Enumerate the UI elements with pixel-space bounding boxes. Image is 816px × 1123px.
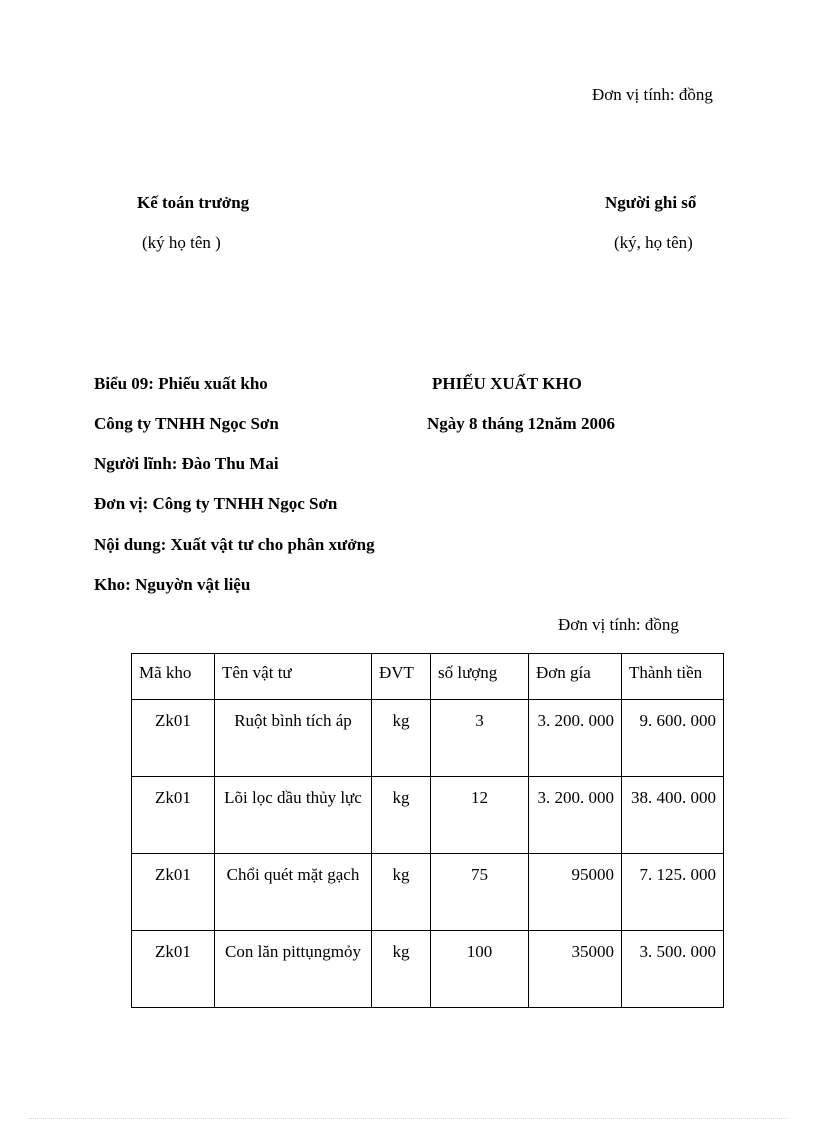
cell-name: Ruột bình tích áp xyxy=(215,700,372,777)
stock-table xyxy=(131,653,724,1008)
table-row xyxy=(132,931,724,1008)
header-price: Đơn gía xyxy=(529,654,622,700)
cell-unit: kg xyxy=(372,854,431,931)
cell-total: 9. 600. 000 xyxy=(622,700,724,777)
cell-qty: 100 xyxy=(431,931,529,1008)
cell-qty: 3 xyxy=(431,700,529,777)
cell-price: 3. 200. 000 xyxy=(529,777,622,854)
cell-qty: 75 xyxy=(431,854,529,931)
cell-name: Lõi lọc dầu thủy lực xyxy=(215,777,372,854)
table-header-row xyxy=(132,654,724,700)
receiver: Người lĩnh: Đào Thu Mai xyxy=(94,454,279,473)
table-row xyxy=(132,700,724,777)
cell-code: Zk01 xyxy=(132,854,215,931)
cell-total: 7. 125. 000 xyxy=(622,854,724,931)
header-qty: số lượng xyxy=(431,654,529,700)
cell-name: Con lăn pittụngmỏy xyxy=(215,931,372,1008)
cell-price: 35000 xyxy=(529,931,622,1008)
cell-qty: 12 xyxy=(431,777,529,854)
unit: Đơn vị: Công ty TNHH Ngọc Sơn xyxy=(94,494,338,513)
cell-code: Zk01 xyxy=(132,777,215,854)
cell-unit: kg xyxy=(372,700,431,777)
page-bottom-divider xyxy=(28,1118,788,1119)
cell-unit: kg xyxy=(372,777,431,854)
cell-price: 3. 200. 000 xyxy=(529,700,622,777)
header-name: Tên vật tư xyxy=(215,654,372,700)
currency-note: Đơn vị tính: đồng xyxy=(558,615,679,634)
chief-accountant-title: Kế toán trưởng xyxy=(137,193,250,212)
cell-total: 3. 500. 000 xyxy=(622,931,724,1008)
bookkeeper-sign-note: (ký, họ tên) xyxy=(614,233,693,252)
cell-price: 95000 xyxy=(529,854,622,931)
cell-unit: kg xyxy=(372,931,431,1008)
header-unit: ĐVT xyxy=(372,654,431,700)
warehouse: Kho: Nguyờn vật liệu xyxy=(94,575,251,594)
company-name: Công ty TNHH Ngọc Sơn xyxy=(94,414,279,433)
form-label: Biểu 09: Phiếu xuất kho xyxy=(94,374,268,393)
cell-name: Chổi quét mặt gạch xyxy=(215,854,372,931)
voucher-date: Ngày 8 tháng 12năm 2006 xyxy=(427,414,615,433)
cell-code: Zk01 xyxy=(132,931,215,1008)
table-row xyxy=(132,777,724,854)
header-code: Mã kho xyxy=(132,654,215,700)
table-row xyxy=(132,854,724,931)
voucher-title: PHIẾU XUẤT KHO xyxy=(432,374,582,393)
header-total: Thành tiền xyxy=(622,654,724,700)
content: Nội dung: Xuất vật tư cho phân xưởng xyxy=(94,535,375,554)
unit-note-top: Đơn vị tính: đồng xyxy=(592,85,713,104)
bookkeeper-title: Người ghi sổ xyxy=(605,193,697,212)
cell-total: 38. 400. 000 xyxy=(622,777,724,854)
cell-code: Zk01 xyxy=(132,700,215,777)
chief-accountant-sign-note: (ký họ tên ) xyxy=(142,233,221,252)
